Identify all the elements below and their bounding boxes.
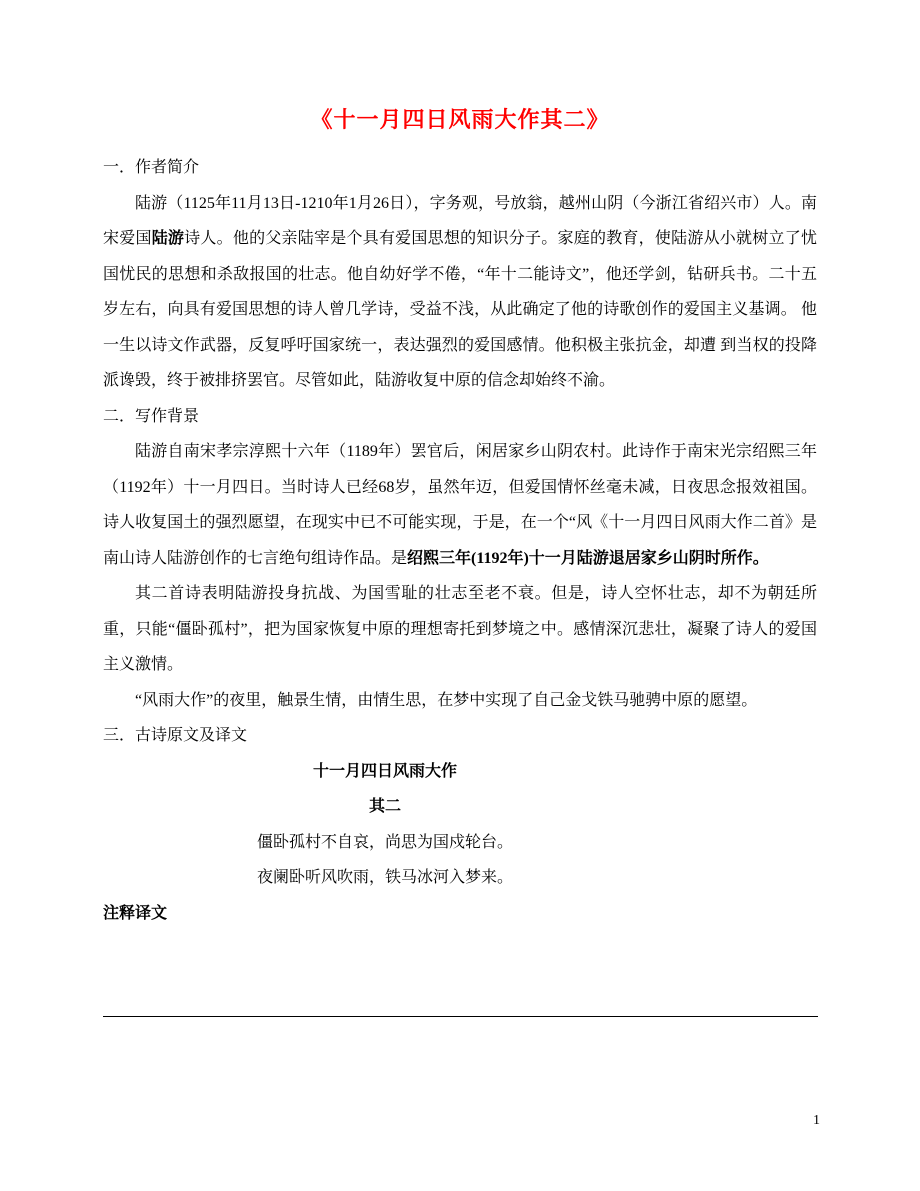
author-intro-paragraph	[103, 186, 817, 399]
poem-line-2: 夜阑卧听风吹雨，铁马冰河入梦来。	[256, 869, 513, 886]
background-paragraph-1	[103, 434, 817, 576]
section-3-heading: 三．古诗原文及译文	[103, 727, 248, 744]
poem-title: 十一月四日风雨大作	[312, 762, 457, 780]
section-2-heading: 二．写作背景	[103, 407, 200, 425]
page-number: 1	[813, 1113, 820, 1128]
author-intro-text-2: 诗人。他的父亲陆宰是个具有爱国思想的知识分子。家庭的教育，使陆游从小就树立了忧国忧民的思想和杀敌报国的壮志。他自幼好学不倦，“年十二能诗文”，他还学剑，钻研兵书。二十五岁左右，向具有爱国思想的诗人曾几学诗，受益不浅，从此确定了他的诗歌创作的爱国主义基调。 他一生以诗文作武器，反复呼吁国家统一，表达强烈的爱国感情。他积极主张抗金，却遭 到当权的投降派谗毁，终于被排挤罢官。尽管如此，陆游收复中原的信念却始终不渝。	[103, 230, 817, 389]
poem-subtitle: 其二	[368, 798, 401, 815]
background-paragraph-2: 其二首诗表明陆游投身抗战、为国雪耻的壮志至老不衰。但是，诗人空怀壮志，却不为朝廷所重，只能“僵卧孤村”，把为国家恢复中原的理想寄托到梦境之中。感情深沉悲壮，凝聚了诗人的爱国主义激情。	[103, 585, 817, 673]
section-1-heading: 一．作者简介	[103, 159, 200, 176]
notes-heading: 注释译文	[103, 904, 168, 922]
background-paragraph-3: “风雨大作”的夜里，触景生情，由情生思，在梦中实现了自己金戈铁马驰骋中原的愿望。	[135, 691, 758, 709]
background-text-1: 陆游自南宋孝宗淳熙十六年（1189年）罢官后，闲居家乡山阴农村。此诗作于南宋光宗绍熙三年（1192年）十一月四日。当时诗人已经68岁，虽然年迈，但爱国情怀丝毫未减，日夜思念报效祖国。诗人收复国土的强烈愿望，在现实中已不可能实现，于是，在一个“风《十一月四日风雨大作二首》是南山诗人陆游创作的七言绝句组诗作品。是	[103, 443, 817, 567]
footer-divider	[103, 1016, 818, 1017]
author-intro-text-1: 陆游（1125年11月13日-1210年1月26日），字务观，号放翁，越州山阴（今浙江省绍兴市）人。南宋爱国	[103, 194, 817, 247]
page-title: 《十一月四日风雨大作其二》	[310, 107, 610, 132]
author-name-bold: 陆游	[151, 230, 185, 247]
poem-line-1: 僵卧孤村不自哀，尚思为国戍轮台。	[256, 833, 513, 851]
poem-block	[103, 754, 667, 896]
background-bold-date: 绍熙三年(1192年)十一月陆游退居家乡山阴时所作。	[407, 549, 769, 567]
document-content	[103, 0, 817, 931]
